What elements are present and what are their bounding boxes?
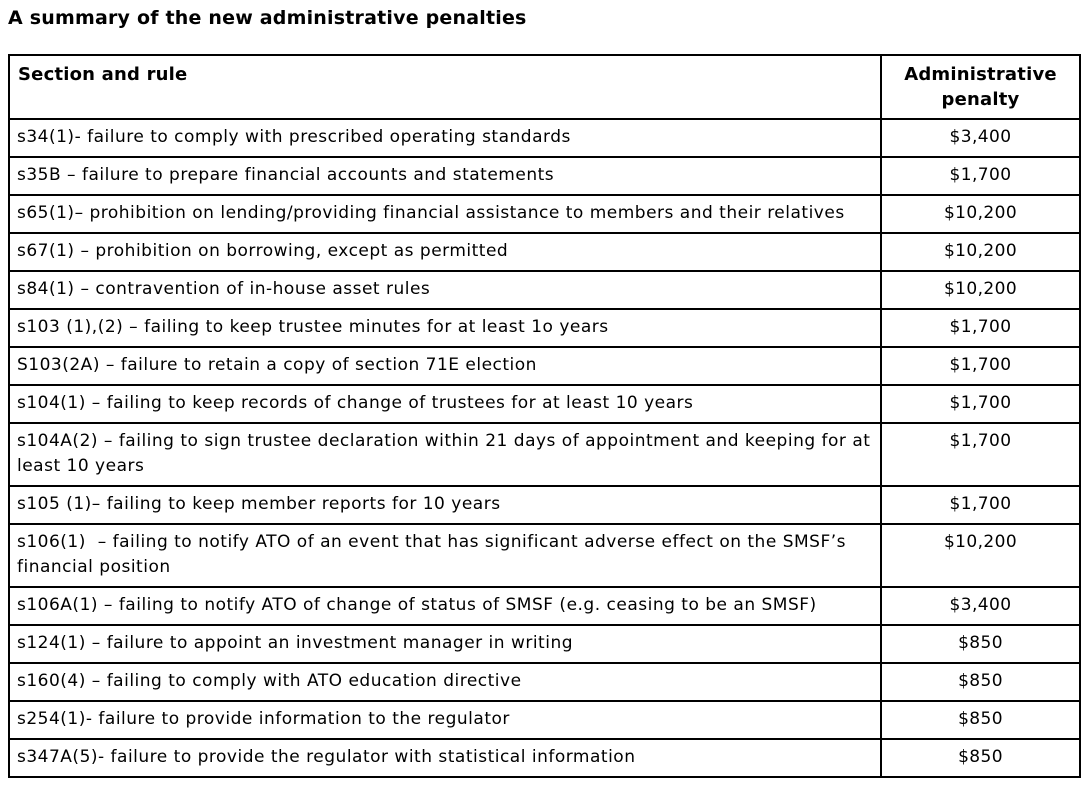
rule-cell: s106A(1) – failing to notify ATO of change of status of SMSF (e.g. ceasing to be an SMSF) — [9, 587, 881, 625]
table-row — [9, 157, 1080, 195]
table-row — [9, 309, 1080, 347]
rule-cell: s254(1)- failure to provide information to the regulator — [9, 701, 881, 739]
table-row — [9, 486, 1080, 524]
col-header-administrative-penalty: Administrative penalty — [881, 55, 1080, 119]
rule-cell: s106(1) – failing to notify ATO of an event that has significant adverse effect on the SMSF’s financial position — [9, 524, 881, 587]
rule-cell: S103(2A) – failure to retain a copy of section 71E election — [9, 347, 881, 385]
penalty-cell: $850 — [881, 625, 1080, 663]
penalties-table — [8, 54, 1081, 778]
table-row — [9, 271, 1080, 309]
rule-cell: s84(1) – contravention of in-house asset rules — [9, 271, 881, 309]
page-title: A summary of the new administrative penalties — [8, 7, 527, 29]
penalty-cell: $1,700 — [881, 347, 1080, 385]
table-row — [9, 524, 1080, 587]
rule-cell: s124(1) – failure to appoint an investment manager in writing — [9, 625, 881, 663]
col-header-section-rule: Section and rule — [9, 55, 881, 119]
rule-cell: s104(1) – failing to keep records of change of trustees for at least 10 years — [9, 385, 881, 423]
penalty-cell: $10,200 — [881, 271, 1080, 309]
penalty-cell: $1,700 — [881, 157, 1080, 195]
table-row — [9, 587, 1080, 625]
table-row — [9, 119, 1080, 157]
penalty-cell: $850 — [881, 701, 1080, 739]
rule-cell: s67(1) – prohibition on borrowing, except as permitted — [9, 233, 881, 271]
rule-cell: s35B – failure to prepare financial accounts and statements — [9, 157, 881, 195]
penalty-cell: $850 — [881, 739, 1080, 777]
penalty-cell: $1,700 — [881, 423, 1080, 486]
penalty-cell: $3,400 — [881, 587, 1080, 625]
penalty-cell: $10,200 — [881, 195, 1080, 233]
penalty-cell: $850 — [881, 663, 1080, 701]
penalty-cell: $1,700 — [881, 385, 1080, 423]
penalty-cell: $3,400 — [881, 119, 1080, 157]
penalty-cell: $10,200 — [881, 524, 1080, 587]
rule-cell: s105 (1)– failing to keep member reports for 10 years — [9, 486, 881, 524]
rule-cell: s65(1)– prohibition on lending/providing financial assistance to members and their relatives — [9, 195, 881, 233]
table-header-row — [9, 55, 1080, 119]
table-row — [9, 233, 1080, 271]
table-row — [9, 663, 1080, 701]
table-row — [9, 625, 1080, 663]
table-row — [9, 701, 1080, 739]
table-row — [9, 347, 1080, 385]
rule-cell: s347A(5)- failure to provide the regulator with statistical information — [9, 739, 881, 777]
table-row — [9, 739, 1080, 777]
penalty-cell: $1,700 — [881, 486, 1080, 524]
rule-cell: s34(1)- failure to comply with prescribed operating standards — [9, 119, 881, 157]
table-row — [9, 423, 1080, 486]
table-row — [9, 195, 1080, 233]
penalty-cell: $1,700 — [881, 309, 1080, 347]
table-body — [9, 119, 1080, 777]
rule-cell: s160(4) – failing to comply with ATO education directive — [9, 663, 881, 701]
rule-cell: s104A(2) – failing to sign trustee declaration within 21 days of appointment and keeping for at least 10 years — [9, 423, 881, 486]
rule-cell: s103 (1),(2) – failing to keep trustee minutes for at least 1o years — [9, 309, 881, 347]
penalty-cell: $10,200 — [881, 233, 1080, 271]
table-row — [9, 385, 1080, 423]
